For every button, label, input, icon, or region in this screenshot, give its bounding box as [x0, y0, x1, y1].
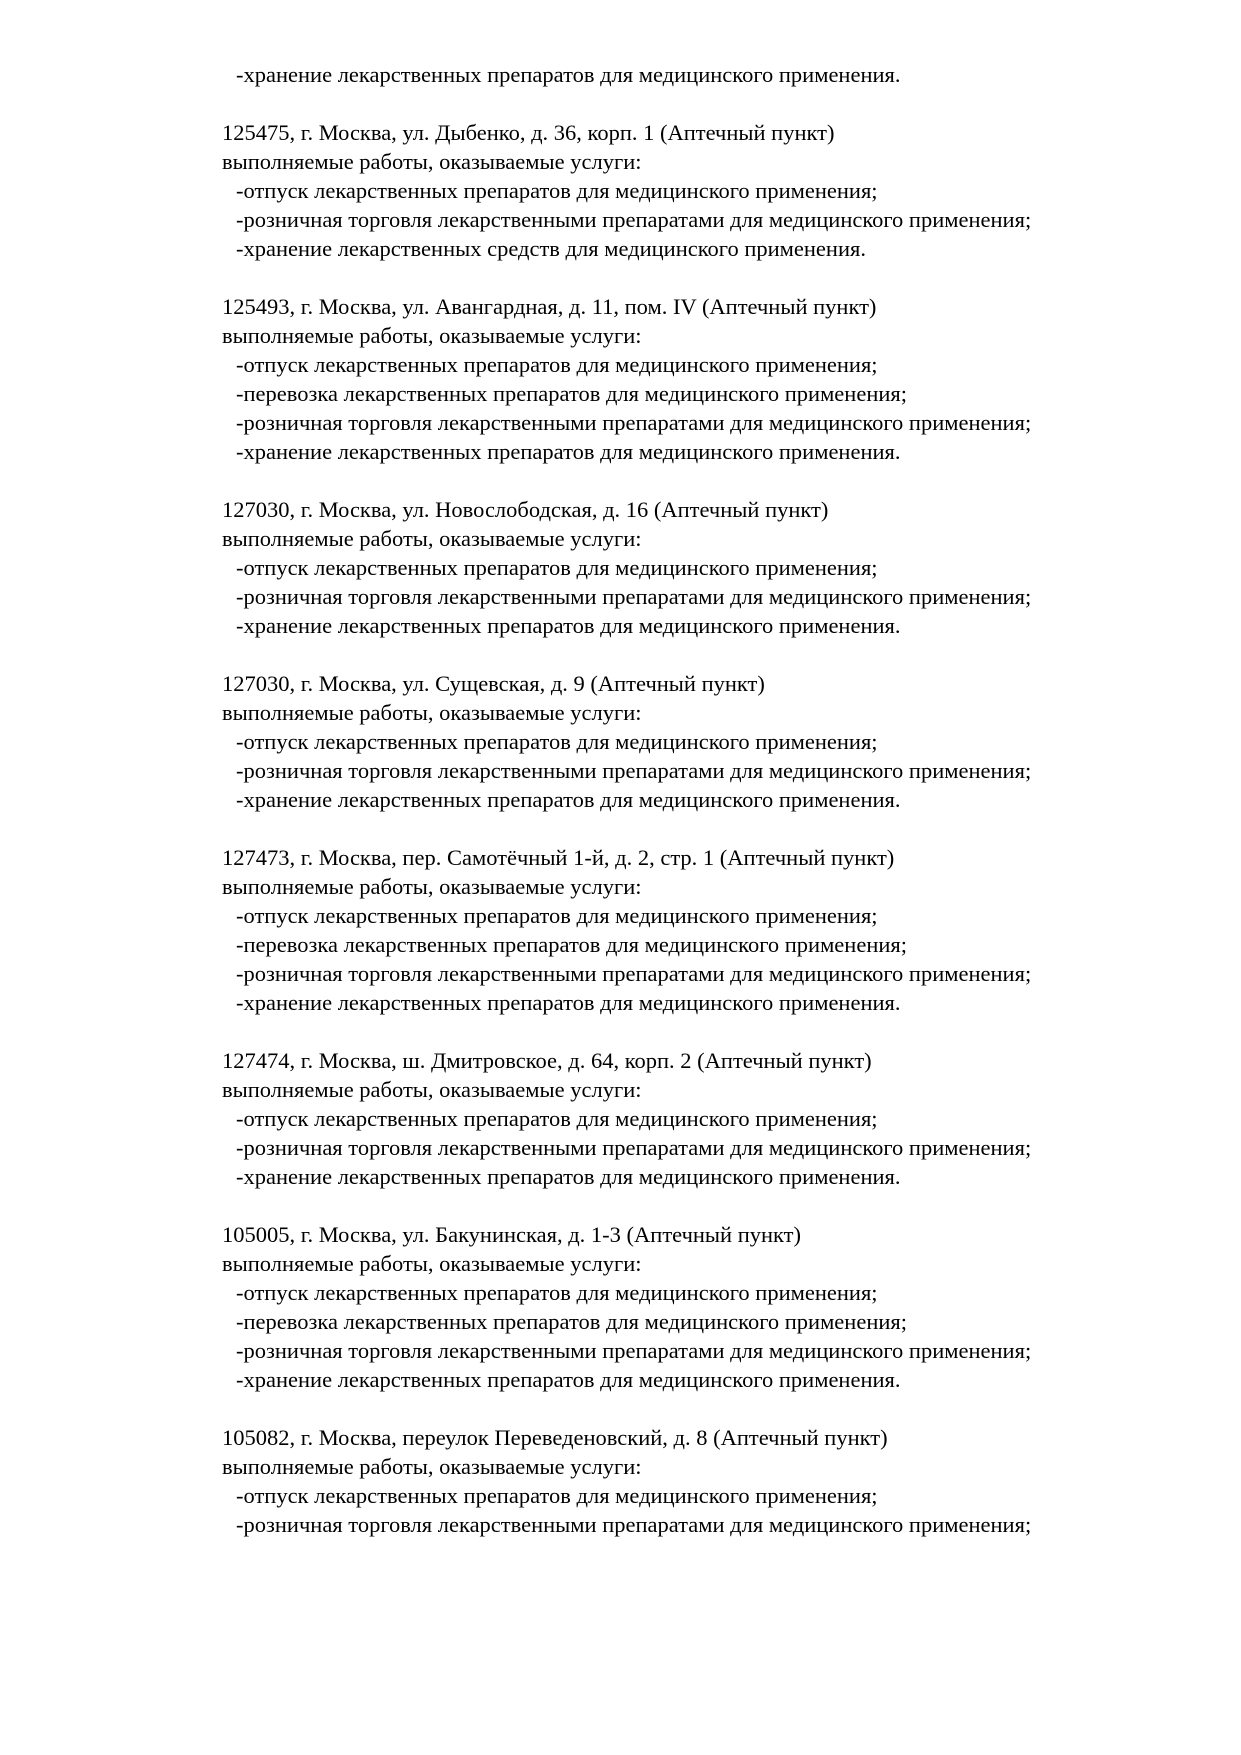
entry-address: 125475, г. Москва, ул. Дыбенко, д. 36, корп. 1 (Аптечный пункт) [222, 120, 835, 145]
service-item: -хранение лекарственных препаратов для медицинского применения. [236, 990, 901, 1015]
service-item: -перевозка лекарственных препаратов для медицинского применения; [236, 381, 908, 406]
entry-subtitle: выполняемые работы, оказываемые услуги: [222, 526, 642, 551]
service-item: -хранение лекарственных препаратов для медицинского применения. [236, 613, 901, 638]
service-item: -розничная торговля лекарственными препаратами для медицинского применения; [236, 1135, 1032, 1160]
service-item: -розничная торговля лекарственными препаратами для медицинского применения; [236, 584, 1032, 609]
service-item: -розничная торговля лекарственными препаратами для медицинского применения; [236, 1338, 1032, 1363]
service-item: -отпуск лекарственных препаратов для медицинского применения; [236, 729, 878, 754]
pharmacy-entry [222, 1046, 1222, 1191]
entry-subtitle: выполняемые работы, оказываемые услуги: [222, 1251, 642, 1276]
service-item: -розничная торговля лекарственными препаратами для медицинского применения; [236, 410, 1032, 435]
service-item: -перевозка лекарственных препаратов для медицинского применения; [236, 932, 908, 957]
entry-address: 127030, г. Москва, ул. Новослободская, д. 16 (Аптечный пункт) [222, 497, 829, 522]
service-item: -розничная торговля лекарственными препаратами для медицинского применения; [236, 961, 1032, 986]
service-item: -хранение лекарственных препаратов для медицинского применения. [236, 787, 901, 812]
entry-address: 105082, г. Москва, переулок Переведеновский, д. 8 (Аптечный пункт) [222, 1425, 888, 1450]
pharmacy-entry [222, 495, 1222, 640]
entry-address: 105005, г. Москва, ул. Бакунинская, д. 1-3 (Аптечный пункт) [222, 1222, 802, 1247]
entry-address: 127030, г. Москва, ул. Сущевская, д. 9 (Аптечный пункт) [222, 671, 765, 696]
service-item: -розничная торговля лекарственными препаратами для медицинского применения; [236, 758, 1032, 783]
service-item: -розничная торговля лекарственными препаратами для медицинского применения; [236, 1512, 1032, 1537]
pharmacy-entry [222, 118, 1222, 263]
service-item: -розничная торговля лекарственными препаратами для медицинского применения; [236, 207, 1032, 232]
service-item: -отпуск лекарственных препаратов для медицинского применения; [236, 1483, 878, 1508]
service-item: -хранение лекарственных средств для медицинского применения. [236, 236, 866, 261]
document-body [222, 60, 1222, 1539]
pharmacy-entry [222, 1220, 1222, 1394]
lead-block [222, 60, 1222, 89]
entry-subtitle: выполняемые работы, оказываемые услуги: [222, 1077, 642, 1102]
entry-subtitle: выполняемые работы, оказываемые услуги: [222, 700, 642, 725]
pharmacy-entry [222, 669, 1222, 814]
service-item: -перевозка лекарственных препаратов для медицинского применения; [236, 1309, 908, 1334]
service-item: -хранение лекарственных препаратов для медицинского применения. [236, 62, 901, 87]
pharmacy-entry [222, 292, 1222, 466]
entry-address: 127474, г. Москва, ш. Дмитровское, д. 64, корп. 2 (Аптечный пункт) [222, 1048, 872, 1073]
service-item: -отпуск лекарственных препаратов для медицинского применения; [236, 352, 878, 377]
service-item: -хранение лекарственных препаратов для медицинского применения. [236, 1367, 901, 1392]
entry-subtitle: выполняемые работы, оказываемые услуги: [222, 323, 642, 348]
pharmacy-entry [222, 843, 1222, 1017]
service-item: -отпуск лекарственных препаратов для медицинского применения; [236, 903, 878, 928]
service-item: -отпуск лекарственных препаратов для медицинского применения; [236, 1106, 878, 1131]
entry-address: 125493, г. Москва, ул. Авангардная, д. 11, пом. IV (Аптечный пункт) [222, 294, 877, 319]
entry-address: 127473, г. Москва, пер. Самотёчный 1-й, д. 2, стр. 1 (Аптечный пункт) [222, 845, 895, 870]
entry-subtitle: выполняемые работы, оказываемые услуги: [222, 149, 642, 174]
service-item: -хранение лекарственных препаратов для медицинского применения. [236, 439, 901, 464]
service-item: -отпуск лекарственных препаратов для медицинского применения; [236, 555, 878, 580]
service-item: -отпуск лекарственных препаратов для медицинского применения; [236, 178, 878, 203]
service-item: -отпуск лекарственных препаратов для медицинского применения; [236, 1280, 878, 1305]
entry-subtitle: выполняемые работы, оказываемые услуги: [222, 1454, 642, 1479]
entry-subtitle: выполняемые работы, оказываемые услуги: [222, 874, 642, 899]
pharmacy-entry [222, 1423, 1222, 1539]
service-item: -хранение лекарственных препаратов для медицинского применения. [236, 1164, 901, 1189]
